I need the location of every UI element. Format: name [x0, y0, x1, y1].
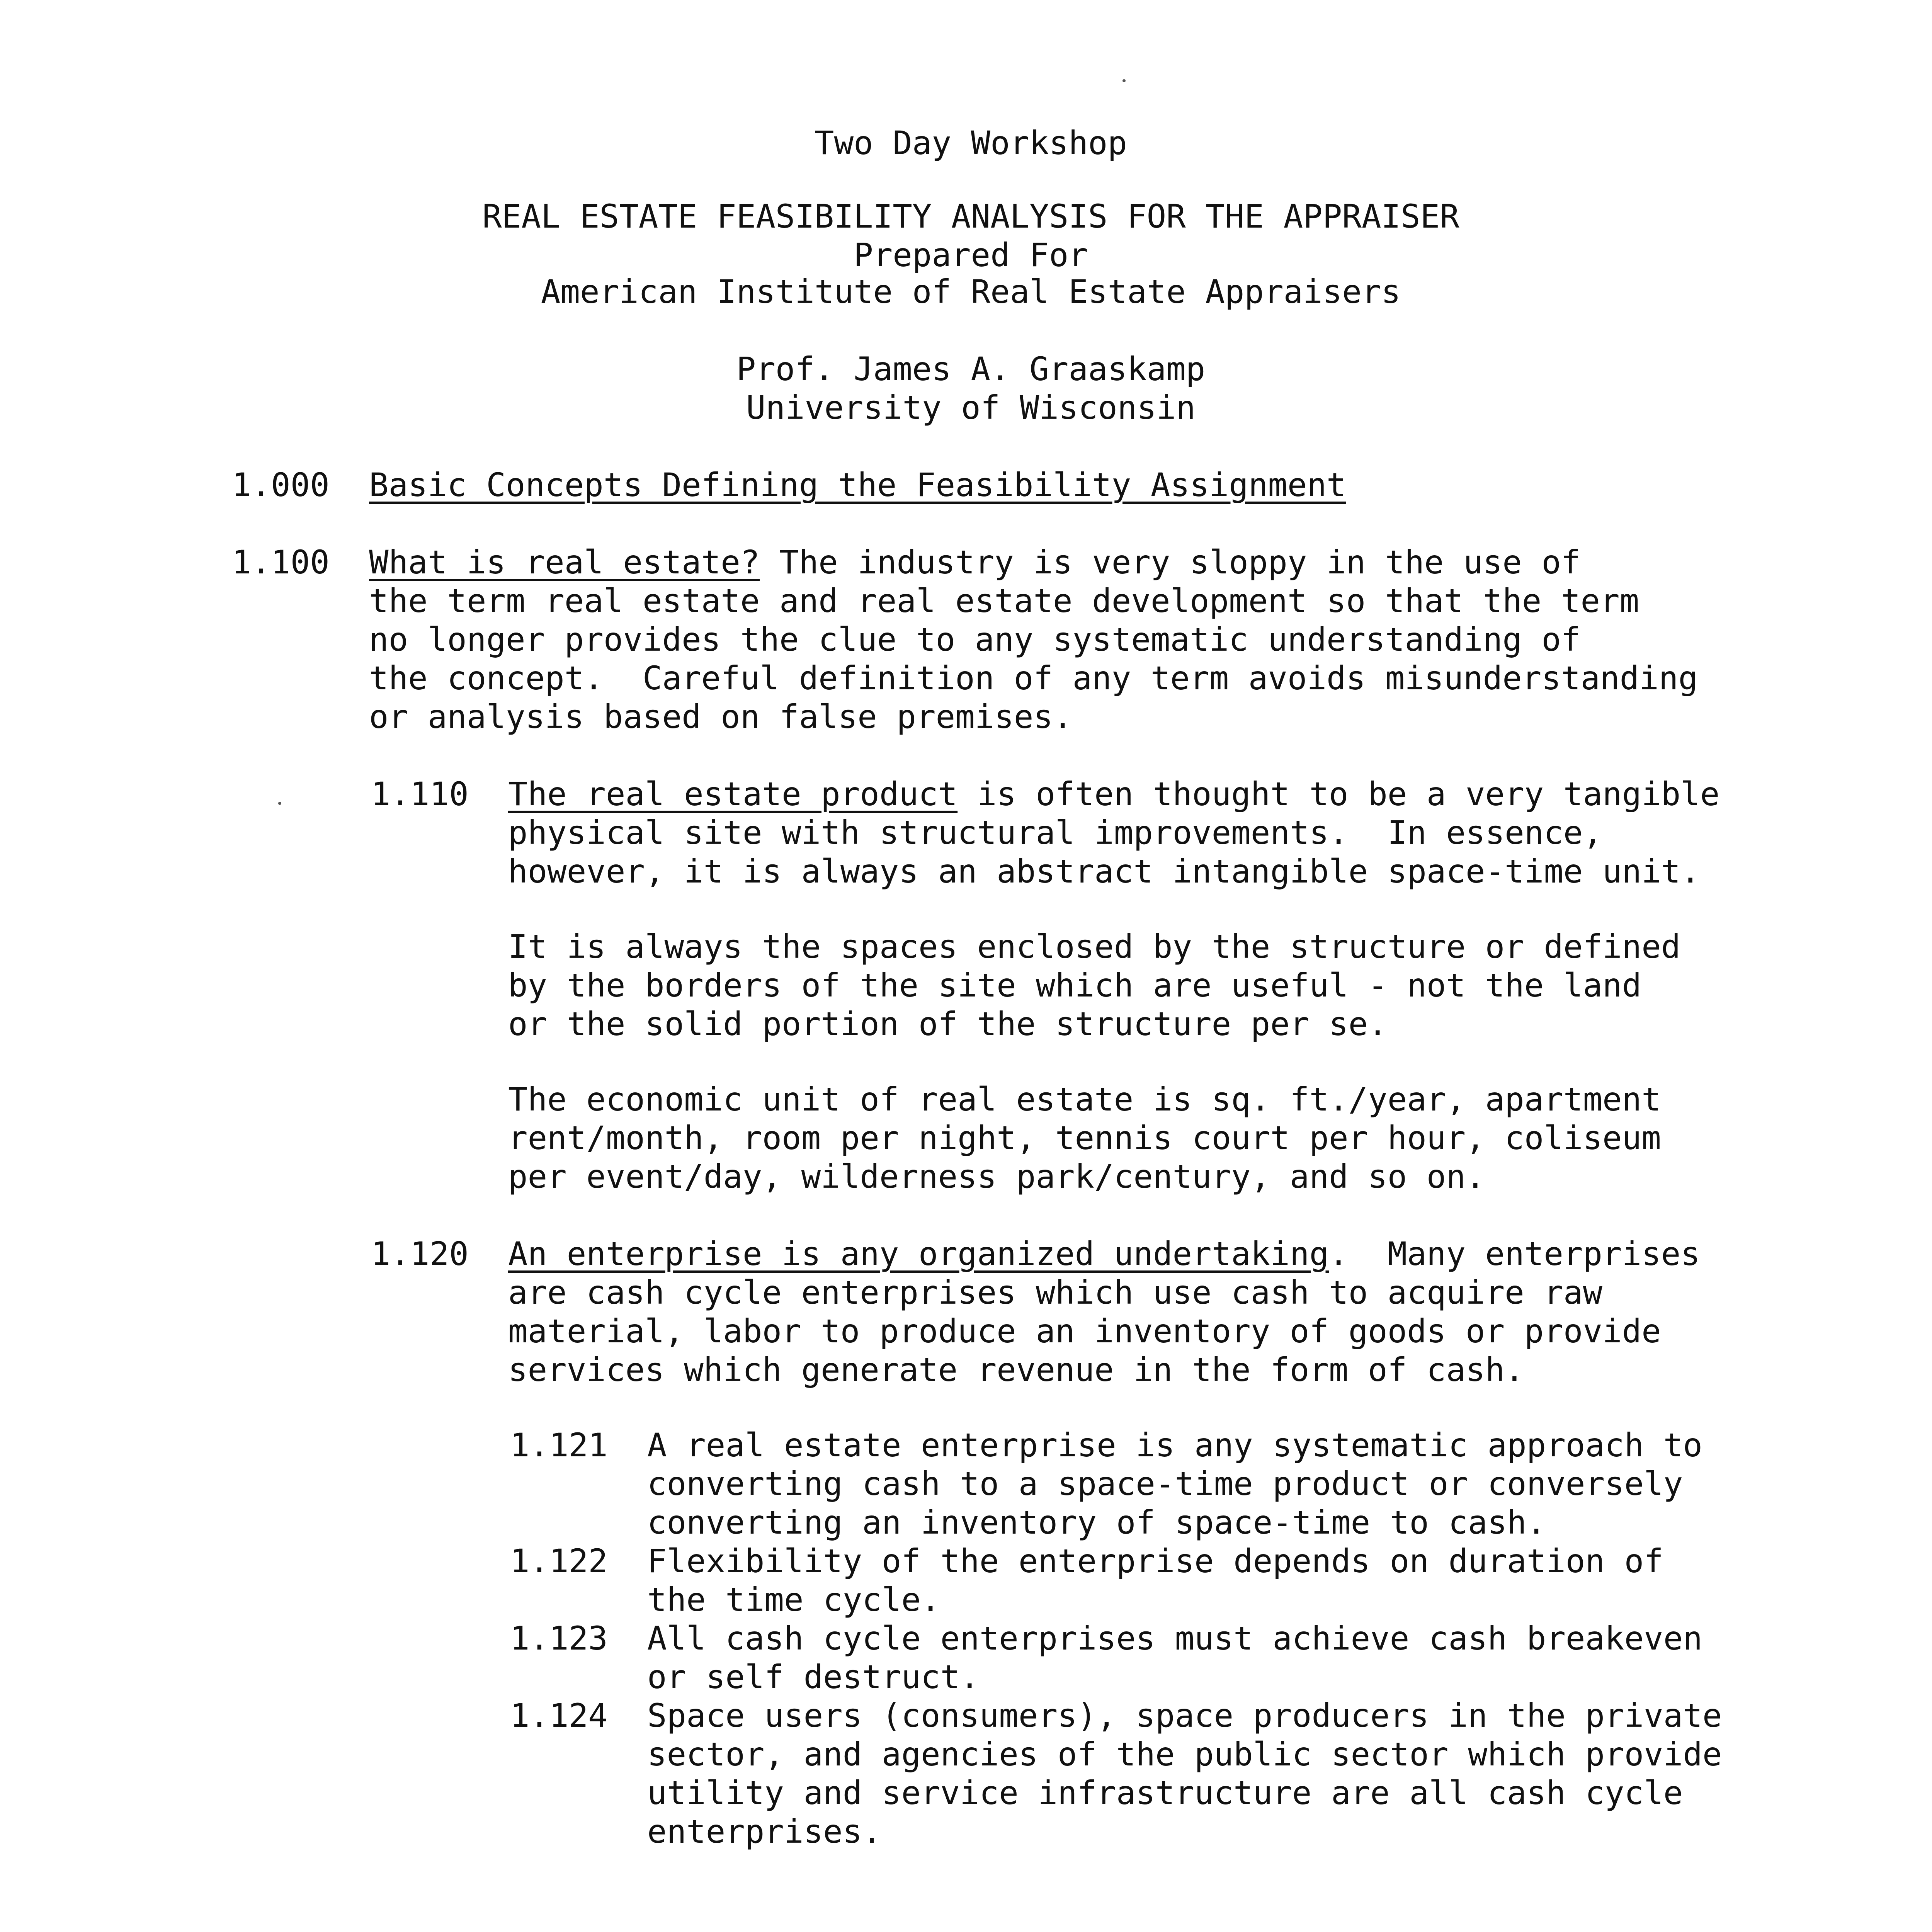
document-title: REAL ESTATE FEASIBILITY ANALYSIS FOR THE APPRAISER — [482, 197, 1459, 235]
paragraph-line: or analysis based on false premises. — [369, 698, 1073, 736]
section-heading-text: Basic Concepts Defining the Feasibility Assignment — [369, 466, 1346, 504]
term-heading: What is real estate? — [369, 543, 760, 581]
section-number: 1.110 — [371, 775, 469, 813]
list-item-line: All cash cycle enterprises must achieve cash breakeven — [647, 1619, 1702, 1657]
paragraph-line: physical site with structural improvements. In essence, — [508, 814, 1603, 852]
item-number: 1.121 — [510, 1426, 608, 1464]
term-heading: An enterprise is any organized undertaking — [508, 1235, 1329, 1273]
section-number: 1.000 — [232, 466, 330, 504]
paragraph-line: by the borders of the site which are useful - not the land — [508, 966, 1642, 1004]
scan-speck — [278, 802, 281, 805]
list-item-line: or self destruct. — [647, 1658, 980, 1696]
paragraph-line: material, labor to produce an inventory of goods or provide — [508, 1312, 1661, 1350]
list-item-line: sector, and agencies of the public sector which provide — [647, 1735, 1722, 1773]
paragraph-line: It is always the spaces enclosed by the structure or defined — [508, 928, 1681, 966]
paragraph-line: no longer provides the clue to any systematic understanding of — [369, 621, 1581, 658]
item-number: 1.123 — [510, 1619, 608, 1657]
section-number: 1.100 — [232, 543, 330, 581]
prepared-for-label: Prepared For — [854, 236, 1088, 274]
paragraph-line: rent/month, room per night, tennis court per hour, coliseum — [508, 1119, 1661, 1157]
list-item-line: A real estate enterprise is any systematic approach to — [647, 1426, 1702, 1464]
paragraph-line: however, it is always an abstract intangible space-time unit. — [508, 852, 1700, 890]
paragraph-line: the concept. Careful definition of any term avoids misunderstanding — [369, 659, 1698, 697]
list-item-line: enterprises. — [647, 1813, 882, 1850]
section-heading — [369, 466, 1346, 504]
section-number: 1.120 — [371, 1235, 469, 1273]
scan-speck — [1122, 79, 1126, 82]
paragraph-line: or the solid portion of the structure per se. — [508, 1005, 1388, 1043]
item-number: 1.124 — [510, 1697, 608, 1735]
paragraph-line: per event/day, wilderness park/century, and so on. — [508, 1158, 1485, 1196]
author-affiliation: University of Wisconsin — [746, 389, 1196, 427]
paragraph-line: services which generate revenue in the form of cash. — [508, 1351, 1524, 1389]
list-item-line: converting an inventory of space-time to cash. — [647, 1503, 1546, 1541]
organization-name: American Institute of Real Estate Appraisers — [541, 273, 1401, 311]
paragraph-line: The real estate product is often thought to be a very tangible — [508, 775, 1720, 813]
paragraph-line: The economic unit of real estate is sq. ft./year, apartment — [508, 1080, 1661, 1118]
paragraph-line: are cash cycle enterprises which use cash to acquire raw — [508, 1274, 1603, 1311]
author-name: Prof. James A. Graaskamp — [736, 350, 1206, 388]
paragraph-line: What is real estate? The industry is very sloppy in the use of — [369, 543, 1581, 581]
list-item-line: Flexibility of the enterprise depends on duration of — [647, 1542, 1663, 1580]
paragraph-line: An enterprise is any organized undertaking. Many enterprises — [508, 1235, 1700, 1273]
workshop-label: Two Day Workshop — [814, 124, 1128, 162]
item-number: 1.122 — [510, 1542, 608, 1580]
list-item-line: the time cycle. — [647, 1581, 940, 1619]
list-item-line: converting cash to a space-time product or conversely — [647, 1465, 1683, 1503]
list-item-line: utility and service infrastructure are all cash cycle — [647, 1774, 1683, 1812]
term-heading: The real estate product — [508, 775, 958, 813]
list-item-line: Space users (consumers), space producers in the private — [647, 1697, 1722, 1735]
paragraph-line: the term real estate and real estate development so that the term — [369, 582, 1639, 620]
